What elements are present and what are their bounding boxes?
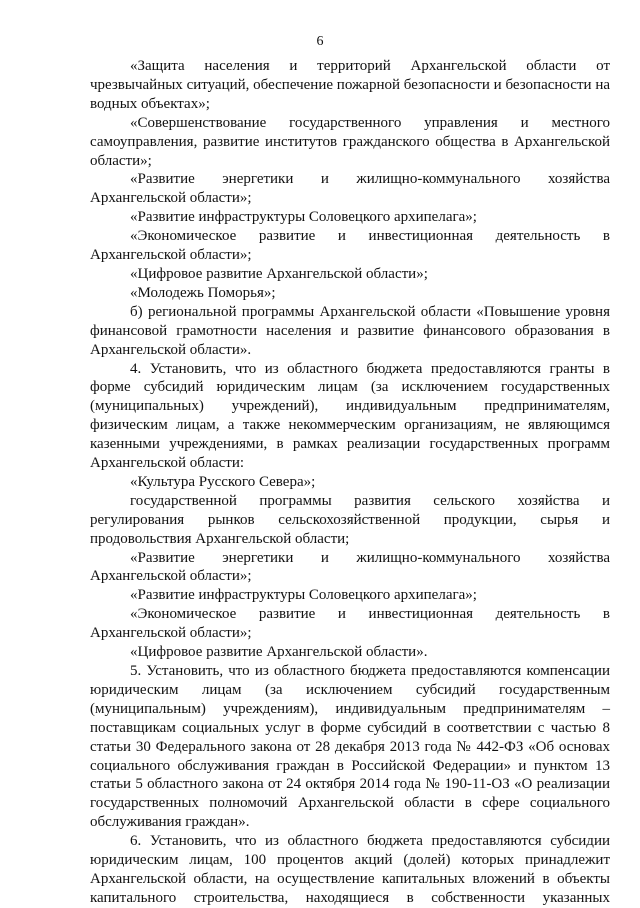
paragraph: 6. Установить, что из областного бюджета предоставляются субсидии юридическим лицам, 100 процентов акций (долей) которых принадлежит Архангельской области, на осуществление капитальных вложений в объекты капитального строительства, находящиеся в собственности указанных <box>90 833 610 906</box>
paragraph: б) региональной программы Архангельской области «Повышение уровня финансовой грамотности населения и развитие финансового образования в Архангельской области». <box>90 303 610 358</box>
paragraph: «Цифровое развитие Архангельской области». <box>130 644 428 661</box>
paragraph: «Развитие энергетики и жилищно-коммунального хозяйства Архангельской области»; <box>90 171 610 207</box>
paragraph: «Совершенствование государственного управления и местного самоуправления, развитие институтов гражданского общества в Архангельской области»; <box>90 114 610 169</box>
paragraph: 5. Установить, что из областного бюджета предоставляются компенсации юридическим лицам (за исключением субсидий государственным (муниципальным) учреждениям), индивидуальным предпринимателям – поставщикам социальных услуг в форме субсидий в соответствии с частью 8 статьи 30 Федерального закона от 28 декабря 2013 года № 442-ФЗ «Об основах социального обслуживания граждан в Российской Федерации» и пунктом 13 статьи 5 областного закона от 24 октября 2014 года № 190-11-ОЗ «О реализации государственных полномочий Архангельской области в сфере социального обслуживания граждан». <box>90 663 610 831</box>
paragraph: «Молодежь Поморья»; <box>130 284 276 301</box>
paragraph: государственной программы развития сельского хозяйства и регулирования рынков сельскохозяйственной продукции, сырья и продовольствия Архангельской области; <box>90 492 610 547</box>
paragraph: «Развитие инфраструктуры Соловецкого архипелага»; <box>130 209 477 226</box>
page-number: 6 <box>316 34 324 49</box>
paragraph: 4. Установить, что из областного бюджета предоставляются гранты в форме субсидий юридическим лицам (за исключением государственных (муниципальных) учреждений), индивидуальным предпринимателям, физическим лицам, а также некоммерческим организациям, не являющимся казенными учреждениями, в рамках реализации государственных программ Архангельской области: <box>90 360 610 472</box>
paragraph: «Цифровое развитие Архангельской области»; <box>130 265 428 282</box>
paragraph: «Культура Русского Севера»; <box>130 473 316 490</box>
document-body <box>90 57 610 908</box>
paragraph: «Развитие энергетики и жилищно-коммунального хозяйства Архангельской области»; <box>90 549 610 585</box>
paragraph: «Развитие инфраструктуры Соловецкого архипелага»; <box>130 587 477 604</box>
paragraph: «Защита населения и территорий Архангельской области от чрезвычайных ситуаций, обеспечение пожарной безопасности и безопасности на водных объектах»; <box>90 58 610 112</box>
paragraph: «Экономическое развитие и инвестиционная деятельность в Архангельской области»; <box>90 606 610 642</box>
paragraph: «Экономическое развитие и инвестиционная деятельность в Архангельской области»; <box>90 228 610 264</box>
